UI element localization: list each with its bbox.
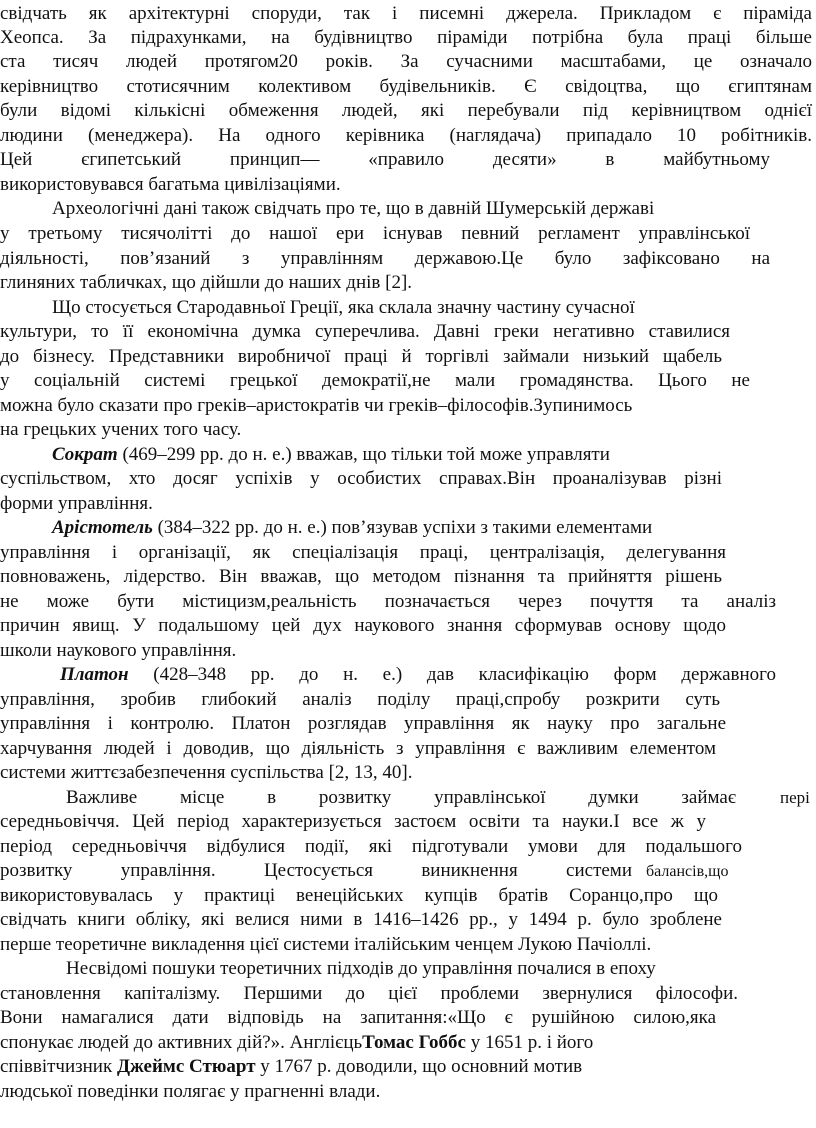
text-line: середньовіччя. Цей період характеризується застоєм освіти та науки.І все ж у (0, 811, 706, 832)
text-line: причин явищ. У подальшому цей дух наукового знання сформував основу щодо (0, 615, 726, 636)
person-name-stuart: Джеймс Стюарт (116, 1056, 256, 1077)
text-line (0, 663, 776, 687)
text-line: період середньовіччя відбулися події, які підготували умови для подальшого (0, 836, 742, 857)
text-line: Що стосується Стародавньої Греції, яка склала значну частину сучасної (52, 297, 635, 318)
text-line: Хеопса. За підрахунками, на будівництво піраміди потрібна була праці більше (0, 27, 812, 48)
text-run: (428–348 рр. до н. е.) дав класифікацію форм державного (128, 664, 776, 685)
text-line: перше теоретичне викладення цієї системи італійським ченцем Лукою Пачіоллі. (0, 934, 652, 955)
text-line: становлення капіталізму. Першими до цієї проблеми звернулися філософи. (0, 983, 738, 1004)
text-line: можна було сказати про греків–аристократів чи греків–філософів.Зупинимось (0, 395, 633, 416)
text-line: управління і організації, як спеціалізація праці, централізація, делегування (0, 542, 726, 563)
text-line: на грецьких учених того часу. (0, 419, 242, 440)
text-line (0, 1055, 760, 1079)
text-run: (384–322 рр. до н. е.) пов’язував успіхи з такими елементами (152, 517, 653, 538)
text-line: форми управління. (0, 493, 153, 514)
text-run: у 1767 р. доводили, що основний мотив (255, 1056, 583, 1077)
text-line (0, 1031, 760, 1055)
text-line: суспільством, хто досяг успіхів у особистих справах.Він проаналізував різні (0, 468, 722, 489)
text-line: управління, зробив глибокий аналіз поділу праці,спробу розкрити суть (0, 689, 720, 710)
text-line: людської поведінки полягає у прагненні влади. (0, 1081, 381, 1102)
text-line: використовувалась у практиці венеційських купців братів Соранцо,про що (0, 885, 718, 906)
text-line: розвитку управління. Цестосується виникнення системи (0, 860, 632, 881)
person-name-aristotle: Арістотель (52, 517, 153, 538)
text-line: людини (менеджера). На одного керівника (наглядача) припадало 10 робітників. (0, 125, 812, 146)
text-line: свідчать книги обліку, які велися ними в 1416–1426 рр., у 1494 р. було зроблене (0, 909, 722, 930)
text-line: у третьому тисячолітті до нашої ери існував певний регламент управлінської (0, 223, 750, 244)
text-line: у соціальній системі грецької демократії,не мали громадянства. Цього не (0, 370, 750, 391)
text-line: керівництво стотисячним колективом будівельників. Є свідоцтва, що єгиптянам (0, 76, 812, 97)
text-run: у 1651 р. і його (465, 1032, 594, 1053)
text-line (0, 516, 812, 540)
text-line: не може бути містицизм,реальність позначається через почуття та аналіз (0, 591, 776, 612)
text-line: Археологічні дані також свідчать про те, що в давній Шумерській державі (52, 198, 655, 219)
text-line: використовувався багатьма цивілізаціями. (0, 174, 341, 195)
text-line: були відомі кількісні обмеження людей, які перебували під керівництвом однієї (0, 100, 812, 121)
text-line: глиняних табличках, що дійшли до наших днів [2]. (0, 272, 413, 293)
text-line: свідчать як архітектурні споруди, так і писемні джерела. Прикладом є піраміда (0, 3, 812, 24)
text-line: системи життєзабезпечення суспільства [2, 13, 40]. (0, 762, 413, 783)
text-line: школи наукового управління. (0, 640, 237, 661)
text-line: діяльності, пов’язаний з управлінням державою.Це було зафіксовано на (0, 248, 770, 269)
text-line: Несвідомі пошуки теоретичних підходів до управління почалися в епоху (66, 958, 656, 979)
text-line: Цей єгипетський принцип— «правило десяти» в майбутньому (0, 149, 770, 170)
text-run: (469–299 рр. до н. е.) вважав, що тільки той може управляти (117, 444, 610, 465)
text-run: спонукає людей до активних дій?». Англієць (0, 1032, 363, 1053)
text-line: харчування людей і доводив, що діяльність з управління є важливим елементом (0, 738, 716, 759)
person-name-hobbes: Томас Гоббс (362, 1032, 466, 1053)
person-name-socrates: Сократ (52, 444, 118, 465)
text-line (0, 443, 812, 467)
text-line: до бізнесу. Представники виробничої праці й торгівлі займали низький щабель (0, 346, 722, 367)
text-line: культури, то її економічна думка суперечлива. Давні греки негативно ставилися (0, 321, 730, 342)
text-run-truncated: пері (780, 788, 810, 807)
text-run-small: балансів,що (646, 863, 729, 880)
text-line: ста тисяч людей протягом20 років. За сучасними масштабами, це означало (0, 51, 812, 72)
text-run: співвітчизник (0, 1056, 113, 1077)
text-line: управління і контролю. Платон розглядав управління як науку про загальне (0, 713, 726, 734)
text-line: Важливе місце в розвитку управлінської думки займає (66, 787, 736, 808)
person-name-plato: Платон (60, 664, 129, 685)
text-line: повноважень, лідерство. Він вважав, що методом пізнання та прийняття рішень (0, 566, 722, 587)
text-line: Вони намагалися дати відповідь на запитання:«Що є рушійною силою,яка (0, 1007, 716, 1028)
